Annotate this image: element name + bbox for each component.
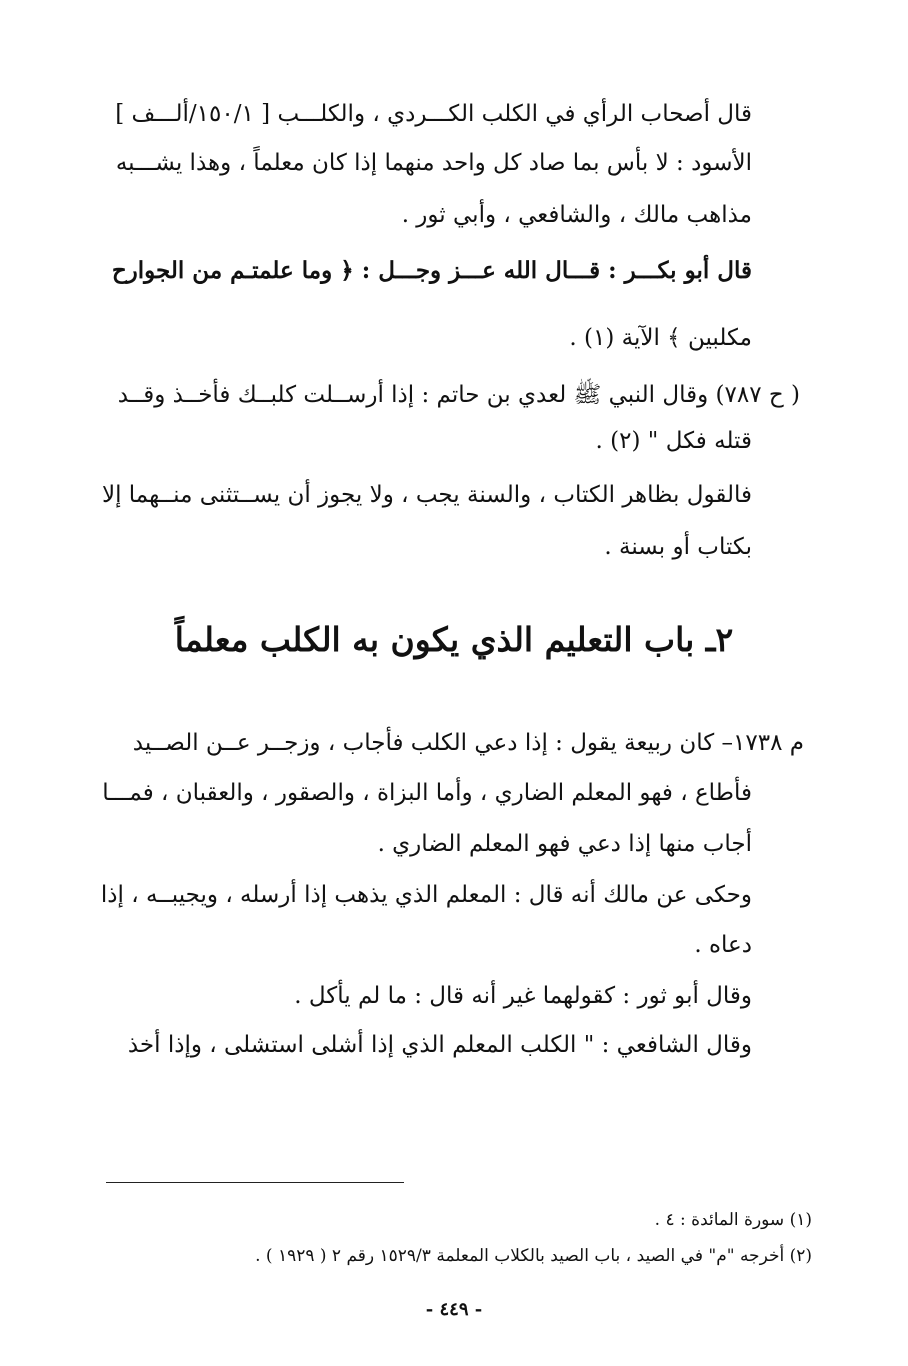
footnote-1: (١) سورة المائدة : ٤ . — [654, 1210, 812, 1230]
section-line-2: فأطاع ، فهو المعلم الضاري ، وأما البزاة ، والصقور ، والعقبان ، فمـــا — [102, 780, 752, 806]
footnote-divider — [106, 1182, 404, 1183]
section-line-4: وحكى عن مالك أنه قال : المعلم الذي يذهب إذا أرسله ، ويجيبــه ، إذا — [100, 882, 752, 908]
hadith-line-1: ( ح ٧٨٧) وقال النبي ﷺ لعدي بن حاتم : إذا أرســلت كلبــك فأخــذ وقــد — [117, 382, 800, 408]
body-line-3: مذاهب مالك ، والشافعي ، وأبي ثور . — [401, 202, 752, 228]
footnote-2: (٢) أخرجه "م" في الصيد ، باب الصيد بالكلاب المعلمة ١٥٢٩/٣ رقم ٢ ( ١٩٢٩ ) . — [255, 1246, 812, 1266]
section-line-3: أجاب منها إذا دعي فهو المعلم الضاري . — [377, 831, 752, 857]
body-line-2: الأسود : لا بأس بما صاد كل واحد منهما إذا كان معلماً ، وهذا يشـــبه — [115, 150, 752, 176]
section-line-5: دعاه . — [694, 932, 752, 958]
chapter-heading: ٢ـ باب التعليم الذي يكون به الكلب معلماً — [174, 620, 734, 659]
page-number: - ٤٤٩ - — [425, 1299, 483, 1320]
body-line-9: بكتاب أو بسنة . — [604, 534, 752, 560]
body-line-5: مكلبين ﴾ الآية (١) . — [569, 325, 752, 351]
section-line-7: وقال الشافعي : " الكلب المعلم الذي إذا أشلى استشلى ، وإذا أخذ — [127, 1032, 752, 1058]
body-line-8: فالقول بظاهر الكتاب ، والسنة يجب ، ولا يجوز أن يســتثنى منــهما إلا — [101, 482, 752, 508]
hadith-line-2: قتله فكل " (٢) . — [595, 428, 752, 454]
body-line-1: قال أصحاب الرأي في الكلب الكـــردي ، والكلـــب [ ١٥٠/١/ألـــف ] — [115, 101, 752, 127]
section-line-6: وقال أبو ثور : كقولهما غير أنه قال : ما لم يأكل . — [294, 983, 752, 1009]
body-line-4: قال أبو بكـــر : قـــال الله عـــز وجـــل : ﴿ وما علمتـم من الجوارح — [111, 257, 752, 284]
section-line-1: م ١٧٣٨– كان ربيعة يقول : إذا دعي الكلب فأجاب ، وزجــر عــن الصــيد — [132, 730, 804, 756]
